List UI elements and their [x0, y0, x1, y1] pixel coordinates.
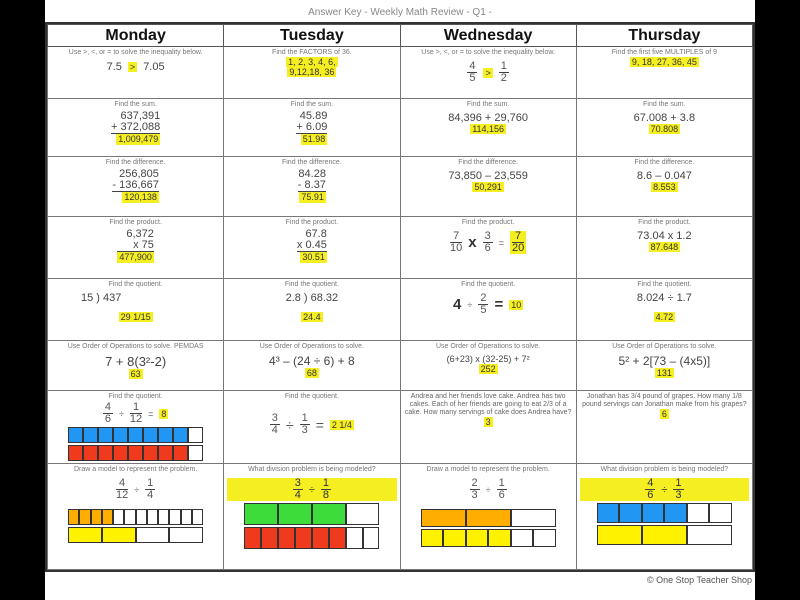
cell	[576, 47, 752, 99]
answer-highlight: 1, 2, 3, 4, 6,	[288, 57, 336, 67]
instruction: Find the product.	[285, 219, 339, 226]
cell	[48, 99, 224, 157]
fraction-model-bar	[597, 525, 732, 545]
instruction: Find the product.	[461, 219, 515, 226]
problem: 8.024 ÷ 1.7	[636, 292, 692, 304]
instruction: Find the product.	[109, 219, 162, 226]
cell	[224, 279, 400, 341]
fraction: $\frac{1}{4}$	[147, 477, 154, 501]
cell	[576, 217, 752, 279]
fraction: $\frac{1}{2}$	[500, 60, 507, 84]
row-difference	[48, 157, 753, 217]
answer-highlight: 8.553	[653, 182, 676, 192]
answer-highlight: 50,291	[474, 182, 502, 192]
answer-highlight: >	[129, 62, 136, 72]
operator: ÷	[467, 299, 473, 310]
answer-highlight: 6	[661, 409, 667, 419]
cell	[48, 217, 224, 279]
instruction: Find the quotient.	[461, 281, 516, 288]
fraction-model-bar	[244, 527, 379, 549]
instruction: Draw a model to represent the problem.	[426, 466, 550, 473]
problem: 73,850 – 23,559	[448, 170, 528, 182]
instruction: Find the difference.	[281, 159, 342, 166]
fraction-model-bar	[68, 527, 203, 543]
problem: 2.8 ) 68.32	[285, 292, 339, 304]
fraction: $\frac{7}{10}$	[450, 230, 463, 254]
instruction: Use Order of Operations to solve. PEMDAS	[67, 343, 204, 350]
fraction: $\frac{4}{6}$	[104, 401, 111, 425]
instruction: Find the sum.	[466, 101, 510, 108]
cell: Find the product. $\frac{7}{10}$ x $\frac{3}{6}$ = $\frac{7}{20}$	[400, 217, 576, 279]
instruction: Find the difference.	[458, 159, 519, 166]
cell: Find the quotient. $\frac{3}{4}$ ÷ $\frac{1}{3}$ = 2 1/4	[224, 391, 400, 464]
answer-highlight: 3	[485, 417, 491, 427]
answer-highlight: 252	[480, 364, 496, 374]
instruction: Use Order of Operations to solve.	[435, 343, 541, 350]
answer-highlight: >	[485, 67, 491, 78]
fraction-model-bar	[68, 427, 203, 443]
day-header-monday: Monday	[48, 25, 224, 47]
instruction: What division problem is being modeled?	[248, 466, 376, 473]
value: 7.05	[143, 61, 165, 73]
fraction: $\frac{1}{6}$	[498, 477, 505, 501]
cell	[48, 279, 224, 341]
value: 7.5	[106, 61, 122, 73]
answer-highlight: 9,12,18, 36	[289, 67, 335, 77]
fraction: $\frac{4}{5}$	[469, 60, 476, 84]
answer-highlight: 10	[511, 299, 522, 310]
answer-highlight: $\frac{3}{4}$ ÷ $\frac{1}{8}$	[227, 478, 396, 501]
cell	[576, 157, 752, 217]
answer-highlight: 114,156	[472, 124, 505, 134]
fraction: $\frac{3}{6}$	[484, 230, 491, 254]
row-order-of-operations	[48, 341, 753, 391]
stacked-problem: 45.89 + 6.09 51.98	[296, 110, 328, 144]
problem: 8.6 – 0.047	[636, 170, 692, 182]
fraction: $\frac{1}{3}$	[301, 412, 308, 436]
stacked-problem: 67.8 x 0.45 30.51	[296, 228, 327, 262]
cell	[224, 464, 400, 570]
fraction: $\frac{2}{5}$	[480, 292, 487, 316]
problem: 84,396 + 29,760	[448, 112, 529, 124]
fraction: $\frac{3}{4}$	[271, 412, 278, 436]
instruction: Find the quotient.	[637, 281, 692, 288]
cell	[400, 341, 576, 391]
answer-highlight: 68	[306, 368, 317, 378]
problem: 73.04 x 1.2	[637, 230, 692, 242]
page-title: Answer Key - Weekly Math Review - Q1 -	[308, 7, 492, 18]
review-grid	[47, 24, 753, 570]
cell	[576, 464, 752, 570]
cell	[400, 157, 576, 217]
answer-highlight: 87.648	[650, 242, 679, 252]
answer-highlight: $\frac{4}{6}$ ÷ $\frac{1}{3}$	[580, 478, 749, 501]
instruction: Use Order of Operations to solve.	[259, 343, 365, 350]
instruction: Find the sum.	[114, 101, 157, 108]
cell	[224, 341, 400, 391]
cell	[576, 391, 752, 464]
answer-highlight: 70.808	[650, 124, 679, 134]
instruction: Use >, <, or = to solve the inequality below.	[421, 49, 555, 56]
instruction: Find the FACTORS of 36.	[272, 49, 352, 56]
operator: x	[468, 234, 477, 251]
fraction: $\frac{4}{12}$	[115, 477, 129, 501]
problem: 67.008 + 3.8	[633, 112, 696, 124]
instruction: Find the difference.	[634, 159, 695, 166]
cell	[224, 99, 400, 157]
instruction: Draw a model to represent the problem.	[73, 466, 198, 473]
cell	[48, 157, 224, 217]
cell: Draw a model to represent the problem. $\frac{4}{12}$ ÷ $\frac{1}{4}$	[48, 464, 224, 570]
copyright: © One Stop Teacher Shop	[646, 575, 752, 585]
cell	[576, 341, 752, 391]
day-header-tuesday: Tuesday	[224, 25, 400, 47]
fraction: $\frac{1}{12}$	[129, 401, 143, 425]
answer-highlight: 131	[656, 368, 672, 378]
cell	[224, 217, 400, 279]
row-sum	[48, 99, 753, 157]
instruction: Use >, <, or = to solve the inequality below.	[68, 49, 203, 56]
fraction-model-bar	[244, 503, 379, 525]
cell	[48, 341, 224, 391]
stacked-problem: 84.28 - 8.37 75.91	[297, 168, 326, 202]
stacked-problem: 6,372 x 75 477,900	[119, 228, 154, 262]
instruction: Find the sum.	[290, 101, 334, 108]
problem: (6+23) x (32-25) + 7²	[446, 354, 530, 364]
instruction: Use Order of Operations to solve.	[612, 343, 717, 350]
answer-highlight: 29 1/15	[120, 312, 151, 322]
answer-highlight: 9, 18, 27, 36, 45	[631, 57, 697, 67]
answer-highlight: 2 1/4	[331, 419, 352, 430]
answer-highlight: 8	[161, 408, 167, 419]
stacked-problem: 637,391 + 372,088 1,009,479	[111, 110, 161, 144]
instruction: Find the first five MULTIPLES of 9	[611, 49, 718, 56]
cell: Find the quotient. 4 ÷ $\frac{2}{5}$ = 10	[400, 279, 576, 341]
instruction: Find the quotient.	[284, 393, 339, 400]
fraction-model-bar	[597, 503, 732, 523]
instruction: Find the quotient.	[284, 281, 339, 288]
cell	[400, 47, 576, 99]
cell	[224, 47, 400, 99]
row-product	[48, 217, 753, 279]
cell	[400, 99, 576, 157]
cell	[576, 99, 752, 157]
problem: 5² + 2[73 – (4x5)]	[618, 354, 711, 368]
instruction: Find the quotient.	[108, 281, 163, 288]
answer-highlight: 63	[130, 369, 141, 379]
left-letterbox	[0, 0, 45, 600]
cell	[576, 279, 752, 341]
word-problem: Jonathan has 3/4 pound of grapes. How many 1/8 pound servings can Jonathan make from his grapes?	[582, 393, 747, 408]
instruction: Find the quotient.	[108, 393, 163, 400]
row-inequality	[48, 47, 753, 99]
instruction: Find the difference.	[105, 159, 166, 166]
right-letterbox	[755, 0, 800, 600]
problem: 15 ) 437	[81, 292, 122, 304]
stacked-problem: 256,805 - 136,667 120,138	[112, 168, 159, 202]
problem: 4³ – (24 ÷ 6) + 8	[269, 354, 355, 368]
row-models	[48, 464, 753, 570]
cell	[48, 47, 224, 99]
cell: Draw a model to represent the problem. $\frac{2}{3}$ ÷ $\frac{1}{6}$	[400, 464, 576, 570]
row-fraction-division	[48, 391, 753, 464]
cell	[400, 391, 576, 464]
problem: 7 + 8(3²-2)	[105, 354, 167, 369]
cell	[224, 157, 400, 217]
day-header-thursday: Thursday	[576, 25, 752, 47]
fraction: $\frac{2}{3}$	[471, 477, 478, 501]
row-quotient	[48, 279, 753, 341]
answer-highlight: 24.4	[303, 312, 321, 322]
fraction-model-bar	[421, 529, 556, 547]
fraction-model-bar	[421, 509, 556, 527]
worksheet	[45, 22, 755, 572]
value: 4	[453, 296, 462, 313]
word-problem: Andrea and her friends love cake. Andrea has two cakes. Each of her friends are going to eat 2/3 of a cake. How many servings of cake does Andrea have?	[404, 393, 572, 416]
day-header-wednesday: Wednesday	[400, 25, 576, 47]
instruction: What division problem is being modeled?	[600, 466, 729, 473]
answer-highlight: $\frac{7}{20}$	[511, 230, 525, 254]
answer-highlight: 4.72	[655, 312, 674, 322]
instruction: Find the product.	[638, 219, 691, 226]
instruction: Find the sum.	[643, 101, 686, 108]
fraction-model-bar	[68, 445, 203, 461]
cell: Find the quotient. $\frac{4}{6}$ ÷ $\frac{1}{12}$ = 8	[48, 391, 224, 464]
fraction-model-bar	[68, 509, 203, 525]
